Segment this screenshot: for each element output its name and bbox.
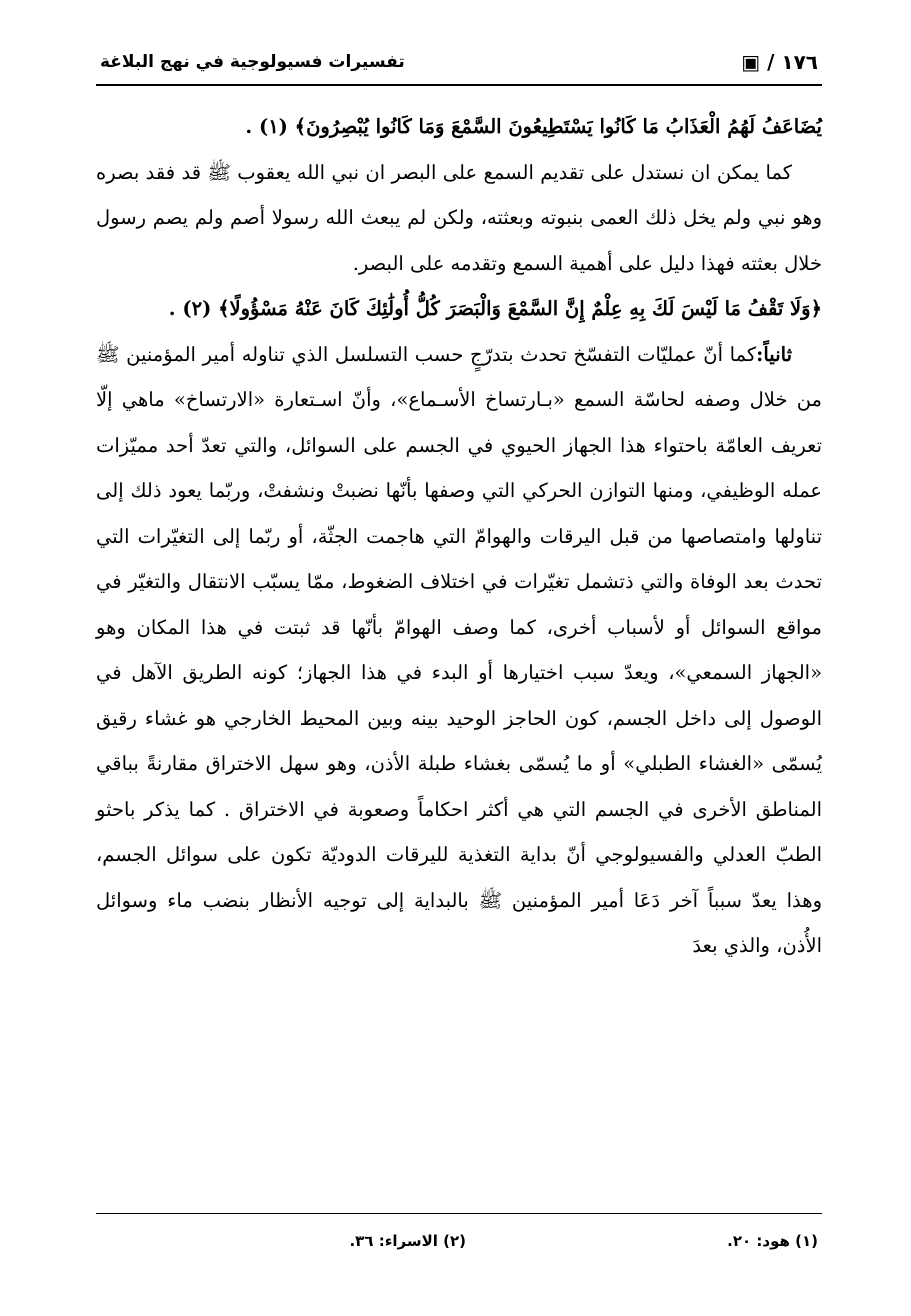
footnote-1: (١) هود: ٢٠.	[727, 1232, 818, 1250]
quran-verse-hud: يُضَاعَفُ لَهُمُ الْعَذَابُ مَا كَانُوا يَسْتَطِيعُونَ السَّمْعَ وَمَا كَانُوا يُبْصِرُونَ﴾ (١) .	[245, 115, 822, 138]
page-number: ١٧٦ / ▣	[741, 50, 818, 74]
paragraph-second-point	[96, 332, 822, 969]
quran-verse-isra: ﴿وَلَا تَقْفُ مَا لَيْسَ لَكَ بِهِ عِلْمٌ إِنَّ السَّمْعَ وَالْبَصَرَ كُلُّ أُولَٰئِكَ كَانَ عَنْهُ مَسْؤُولًا﴾ (٢) .	[168, 297, 822, 320]
footnotes-divider	[96, 1213, 822, 1214]
second-point-label: ثانياً:	[756, 342, 792, 366]
page-body	[96, 104, 822, 969]
paragraph-hearing-before-sight: كما يمكن ان نستدل على تقديم السمع على البصر ان نبي الله يعقوب ﷺ قد فقد بصره وهو نبي ولم يخل ذلك العمى بنبوته وبعثته، ولكن لم يبعث الله رسولا أصم ولم يصم رسول خلال بعثته فهذا دليل على أهمية السمع وتقدمه على البصر.	[96, 160, 822, 275]
footnote-2: (٢) الاسراء: ٣٦.	[349, 1232, 466, 1250]
book-title: تفسيرات فسيولوجية في نهج البلاغة	[100, 52, 405, 72]
page-header	[96, 48, 822, 86]
second-point-text: كما أنّ عمليّات التفسّخ تحدث بتدرّجٍ حسب التسلسل الذي تناوله أمير المؤمنين ﷺ من خلال وصفه لحاسّة السمع «بـارتساخ الأسـماع»، وأنّ اسـتعارة «الارتساخ» ماهي إلّا تعريف العامّة باحتواء هذا الجهاز الحيوي في الجسم على السوائل، والتي تعدّ أحد مميّزات عمله الوظيفي، ومنها التوازن الحركي التي وصفها بأنّها نضبتْ ونشفتْ، وربّما يعود ذلك إلى تناولها وامتصاصها من قبل اليرقات والهوامّ التي هاجمت الجثّة، أو ربّما إلى التغيّرات التي تحدث بعد الوفاة والتي ذتشمل تغيّرات في اختلاف الضغوط، ممّا يسبّب الانتقال والتغيّر في مواقع السوائل أو لأسباب أخرى، كما وصف الهوامّ بأنّها قد ثبتت في هذا المكان وهو «الجهاز السمعي»، ويعدّ سبب اختيارها أو البدء في هذا الجهاز؛ كونه الطريق الآهل في الوصول إلى داخل الجسم، كون الحاجز الوحيد بينه وبين المحيط الخارجي هو غشاء رقيق يُسمّى «الغشاء الطبلي» أو ما يُسمّى بغشاء طبلة الأذن، وهو سهل الاختراق مقارنةً بباقي المناطق الأخرى في الجسم التي هي أكثر احكاماً وصعوبة في الاختراق . كما يذكر باحثو الطبّ العدلي والفسيولوجي أنّ بداية التغذية لليرقات الدوديّة تكون على سوائل الجسم، وهذا يعدّ سبباً آخر دَعَا أمير المؤمنين ﷺ بالبداية إلى توجيه الأنظار بنضب ماء وسوائل الأُذن، والذي بعدَ	[96, 342, 822, 957]
footnotes	[96, 1232, 822, 1262]
